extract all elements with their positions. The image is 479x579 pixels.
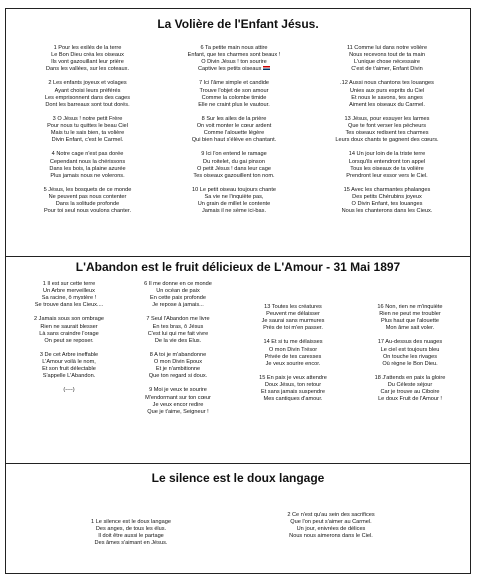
verse-line: Qui bien haut s'élève en chantant. [191, 137, 277, 144]
stanza [164, 116, 304, 144]
verse-line: Enfant, que tes charmes sont beaux ! [187, 52, 281, 59]
verse-line: Et son fruit délectable [42, 366, 96, 373]
section-1-title: La Volière de l'Enfant Jésus. [157, 17, 319, 31]
stanza [312, 187, 462, 215]
verse-line: Jamais il ne sème ici-bas. [201, 208, 267, 215]
stanza [164, 187, 304, 215]
verse-line: 15 En paix je veux attendre [259, 374, 327, 381]
verse-line: 5 Jésus, les bosquets de ce monde [43, 186, 132, 193]
verse-line: 1 Il est sur cette terre [42, 281, 96, 287]
verse-line: Un jour, enivrées de délices [296, 526, 366, 533]
stanza [14, 281, 124, 309]
verse-line: Dans les vallées, sur les coteaux. [45, 66, 129, 73]
verse-line: Trouve l'objet de son amour [199, 87, 269, 94]
verse-line: 14 Et si tu me délaisses [263, 339, 323, 346]
verse-line: Dont les barreaux sont tout dorés. [45, 101, 130, 108]
verse-line: On peut se reposer. [44, 337, 94, 344]
verse-line: Un grain de millet le contente [197, 201, 271, 208]
stanza [256, 512, 406, 540]
section-divider [6, 463, 470, 464]
verse-line: Le ciel est toujours bleu [380, 346, 440, 353]
verse-line: C'est de t'aimer, Enfant Divin [351, 66, 423, 73]
verse-line: Des âmes s'aimant en Jésus. [94, 540, 168, 547]
verse-line: On touche les rivages [382, 353, 438, 360]
verse-line: Sa vie ne l'inquiète pas, [204, 193, 264, 200]
section-divider [6, 256, 470, 257]
stanza [14, 352, 124, 380]
verse-line: L'unique chose nécessaire [353, 59, 421, 66]
verse-line: Unies aux purs esprits du Ciel [349, 87, 425, 94]
verse-line: Ils vont gazouillant leur prière [51, 59, 124, 66]
verse-line: Et je n'ambitionne [155, 366, 201, 373]
verse-line: Lorsqu'ils entendront ton appel [348, 158, 426, 165]
verse-line: Que je t'aime, Seigneur ! [147, 408, 209, 415]
verse-line: 1 Pour les exilés de la terre [53, 45, 122, 51]
verse-line: Pour nous tu quittes le beau Ciel [47, 123, 128, 130]
poem-2-column-1 [14, 281, 124, 402]
stanza [164, 80, 304, 108]
verse-line: Plus jamais nous ne volerons. [50, 172, 125, 179]
verse-line: Un Arbre merveilleux [43, 288, 95, 295]
stanza [20, 45, 155, 73]
verse-line: Tous les oiseaux de ta volière [350, 165, 424, 172]
verse-line: En cette paix profonde [150, 295, 206, 302]
verse-line: 4 Notre cage n'est pas dorée [51, 151, 124, 158]
verse-line: .12 Aussi nous chantons tes louanges [340, 80, 434, 87]
verse-line: 3 O Jésus ! notre petit Frère [52, 115, 123, 122]
stanza [56, 519, 206, 547]
stanza [124, 281, 232, 309]
stanza [14, 316, 124, 344]
stanza [352, 339, 468, 367]
stanza [352, 375, 468, 403]
verse-line: On voit monter le cœur ardent [196, 123, 272, 130]
stanza [312, 151, 462, 179]
verse-line: Mon âme sait voler. [385, 325, 435, 332]
verse-line: 14 Un jour loin de la triste terre [348, 151, 426, 158]
verse-line: Que te font verser les pécheurs [347, 123, 427, 130]
verse-line: 13 Jésus, pour essuyer les larmes [344, 115, 430, 122]
verse-line: Nous les chanterons dans les Cieux. [341, 208, 433, 215]
verse-line: Nous recevons tout de ta main [349, 52, 425, 59]
verse-line: Que l'on peut s'aimer au Carmel. [290, 519, 372, 526]
stanza [14, 387, 124, 394]
stanza [124, 316, 232, 344]
verse-line: Et sans jamais suspendre [260, 389, 326, 396]
verse-line: Des anges, de tous les élus. [95, 526, 167, 533]
verse-line: Comme la colombe timide [201, 94, 267, 101]
verse-line: Je repose à jamais... [152, 302, 204, 309]
poem-2-column-4 [352, 304, 468, 410]
verse-line: Peuvent me délaisser [266, 311, 320, 318]
verse-line: Tes oiseaux gazouillent ton nom. [193, 172, 275, 179]
verse-line: Sa racine, ô mystère ! [41, 295, 97, 302]
verse-line: Comme l'alouette légère [203, 130, 265, 137]
section-3-title: Le silence est le doux langage [151, 471, 325, 485]
verse-line: Tes oiseaux redisent tes charmes [345, 130, 429, 137]
verse-line: De la vie des Elus. [154, 337, 202, 344]
verse-line: Mes cantiques d'amour. [263, 396, 323, 403]
stanza [20, 151, 155, 179]
section-2-title: L'Abandon est le fruit délicieux de L'Amour - 31 Mai 1897 [75, 260, 401, 274]
verse-line: 10 Le petit oiseau toujours chante [192, 186, 276, 193]
verse-line: Du Céleste séjour [387, 382, 433, 389]
verse-line: Doux Jésus, ton retour [264, 382, 322, 389]
verse-line: 6 Ta petite main nous attire [200, 45, 268, 51]
verse-line: Où règne le Bon Dieu. [382, 360, 438, 367]
verse-line: 18 J'attends en paix la gloire [374, 374, 446, 381]
verse-line: Car je trouve au Ciboire [380, 389, 440, 396]
verse-line: Je saurai sans murmures [261, 318, 325, 325]
verse-line: 8 A toi je m'abandonne [149, 351, 207, 358]
stanza [164, 45, 304, 73]
verse-line: Ne peuvent pas nous contenter [48, 193, 127, 200]
verse-line: O mon Divin Epoux [153, 359, 203, 366]
verse-line: 9 Moi je veux te sourire [149, 387, 207, 394]
verse-line: Captive les petits oiseaux [164, 66, 304, 73]
verse-line: Mais tu le sais bien, ta volière [50, 130, 125, 137]
verse-line: 7 Ici l'âme simple et candide [198, 80, 270, 87]
verse-line: Ayant choisi leurs préférés [54, 87, 121, 94]
verse-line: Je veux sourire encor. [265, 360, 321, 367]
stanza [20, 116, 155, 144]
verse-line: 9 Ici l'on entend le ramage [201, 151, 267, 158]
stanza [164, 151, 304, 179]
verse-line: O petit Jésus ! dans leur cage [196, 165, 271, 172]
verse-line: 15 Avec les charmantes phalanges [343, 186, 431, 193]
stanza [20, 80, 155, 108]
verse-line: Dans les bois, la plaine azurée [49, 165, 126, 172]
verse-line: Divin Enfant, c'est le Carmel. [51, 137, 124, 144]
stanza [312, 116, 462, 144]
verse-line: Prendront leur essor vers le Ciel. [346, 172, 428, 179]
verse-line: Le doux Fruit de l'Amour ! [378, 396, 442, 403]
poem-1-column-1 [20, 45, 155, 222]
verse-line: Elle ne craint plus le vautour. [198, 101, 270, 108]
verse-line: Rien ne peut me troubler [379, 311, 441, 318]
verse-line: Rien ne saurait blesser [40, 323, 98, 330]
verse-line: C'est lui qui me fait vivre [147, 330, 209, 337]
verse-line: Privée de tes caresses [264, 353, 322, 360]
verse-line: 6 Il me donne en ce monde [144, 281, 212, 287]
verse-line: O Divin Enfant, tes louanges [351, 201, 423, 208]
verse-line: Nous nous aimerons dans le Ciel. [289, 533, 373, 540]
verse-line: S'appelle L'Abandon. [42, 373, 96, 380]
stanza [234, 339, 352, 367]
verse-line: Cependant nous la chérissons [49, 158, 126, 165]
verse-line: 2 Jamais sous son ombrage [34, 316, 104, 323]
verse-line: 3 De cet Arbre ineffable [39, 351, 99, 358]
verse-line: O mon Divin Trésor [268, 346, 318, 353]
verse-line: Que ton regard si doux. [148, 373, 208, 380]
verse-line: Se trouve dans les Cieux.... [34, 302, 104, 309]
verse-line: (----) [63, 387, 75, 394]
verse-line: Des petits Chérubins joyeux [352, 193, 422, 200]
verse-line: O Divin Jésus ! ton sourire [201, 59, 267, 66]
verse-line: En tes bras, ô Jésus [152, 323, 204, 330]
stanza [352, 304, 468, 332]
verse-line: L'Amour voilà le nom, [42, 359, 96, 366]
verse-line: 16 Non, rien ne m'inquiète [377, 304, 443, 310]
poem-2-column-3 [234, 304, 352, 410]
flag-icon [263, 66, 270, 70]
poem-1-column-2 [164, 45, 304, 222]
stanza [234, 375, 352, 403]
verse-line: 17 Au-dessus des nuages [377, 339, 443, 346]
poem-1-column-3 [312, 45, 462, 222]
verse-line: Je veux encor redire [152, 401, 204, 408]
stanza [124, 352, 232, 380]
verse-line: 8 Sur les ailes de la prière [201, 115, 267, 122]
verse-line: Et nous le savons, tes anges [351, 94, 423, 101]
verse-line: 2 Ce n'est qu'au sein des sacrifices [287, 512, 375, 518]
verse-line: 1 Le silence est le doux langage [91, 519, 171, 525]
verse-line: Dans la solitude profonde [55, 201, 120, 208]
stanza [234, 304, 352, 332]
verse-line: Les emprisonnent dans des cages [44, 94, 131, 101]
verse-line: 13 Toutes les créatures [264, 304, 322, 310]
verse-line: Pour toi seul nous voulons chanter. [43, 208, 132, 215]
verse-line: Un océan de paix [156, 288, 200, 295]
verse-line: Là sans craindre l'orage [39, 330, 99, 337]
verse-line: Il doit être aussi le partage [98, 533, 164, 540]
verse-line: Plus haut que l'alouette [381, 318, 439, 325]
verse-line: Du roitelet, du gai pinson [203, 158, 265, 165]
verse-line: 2 Les enfants joyeux et volages [48, 80, 127, 87]
poem-2-column-2 [124, 281, 232, 423]
stanza [20, 187, 155, 215]
verse-line: 11 Comme lui dans notre volière [346, 45, 428, 51]
page-frame [5, 8, 471, 574]
verse-line: Près de toi m'en passer. [263, 325, 323, 332]
verse-line: M'endormant sur ton cœur [145, 394, 211, 401]
verse-line: Leurs doux chants te gagnent des cœurs. [335, 137, 439, 144]
poem-3-column-2 [256, 512, 406, 547]
verse-line: 7 Seul l'Abandon me livre [146, 316, 210, 323]
stanza [312, 80, 462, 108]
verse-line: Aiment les oiseaux du Carmel. [349, 101, 425, 108]
stanza [312, 45, 462, 73]
verse-line: Le Bon Dieu créa les oiseaux [51, 52, 124, 59]
stanza [124, 387, 232, 415]
poem-3-column-1 [56, 519, 206, 554]
